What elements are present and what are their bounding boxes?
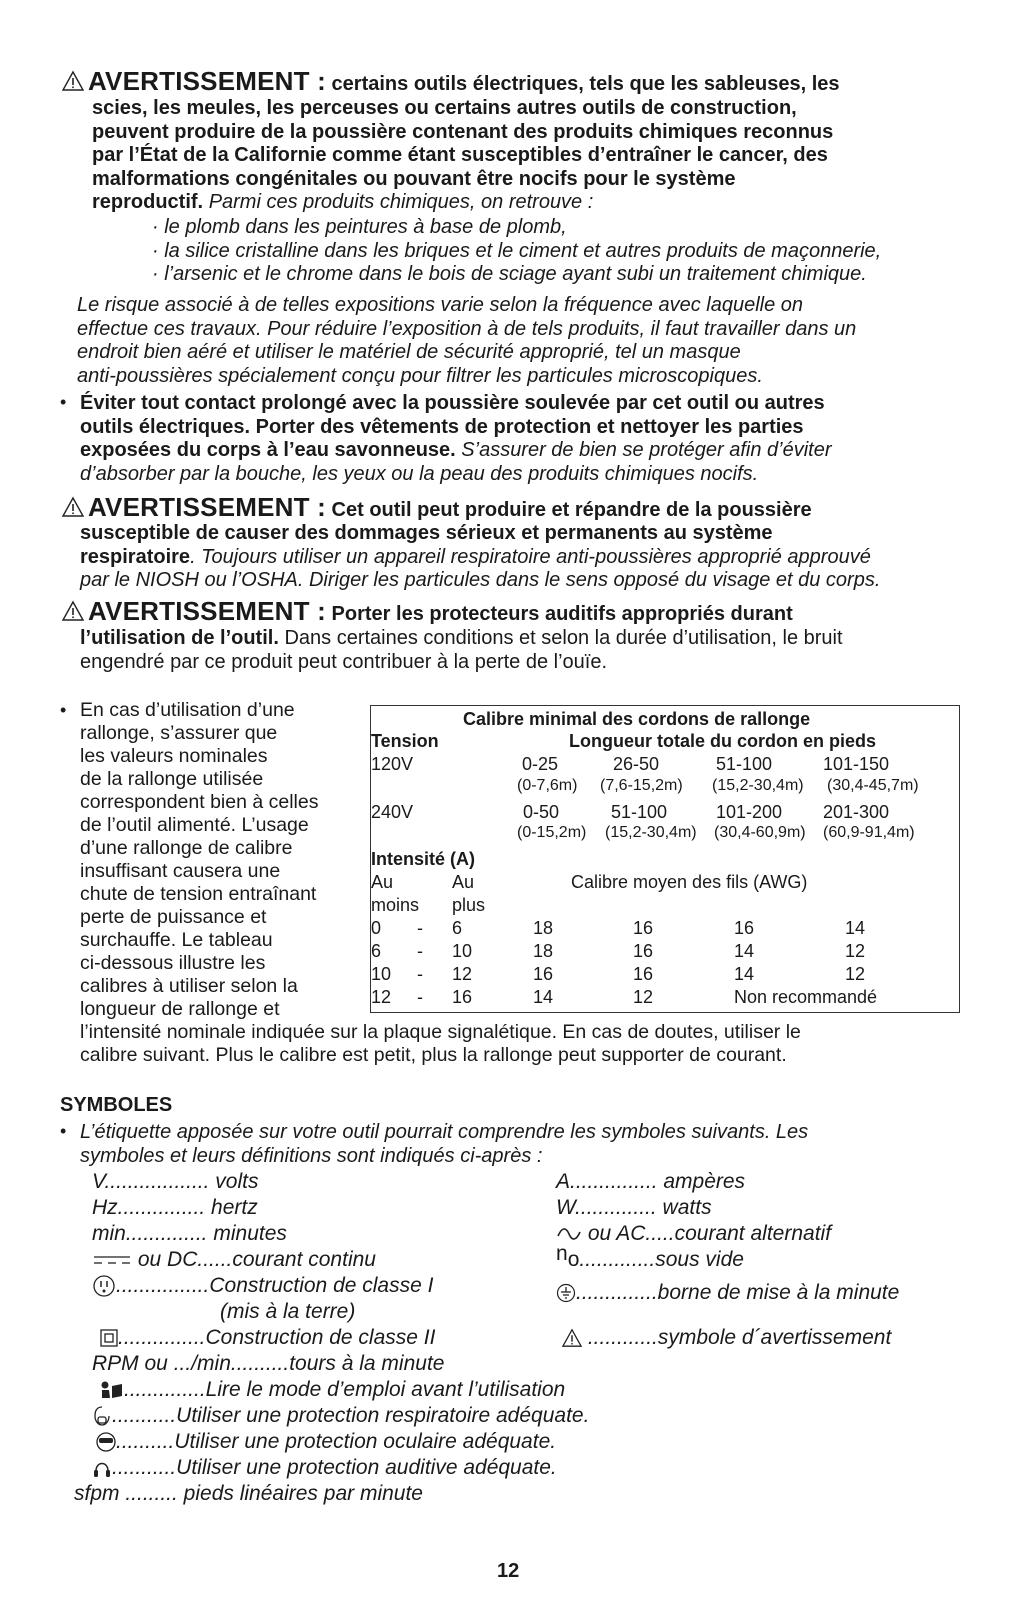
text-line: insuffisant causera une: [80, 860, 281, 882]
text-line: Parmi ces produits chimiques, on retrouve :: [208, 191, 594, 213]
table-cell: 16: [734, 918, 755, 938]
text-line: chute de tension entraînant: [80, 883, 317, 905]
table-title: Calibre minimal des cordons de rallonge: [463, 709, 811, 729]
table-cell: 26-50: [613, 754, 660, 774]
symbol-dc: [92, 1248, 376, 1272]
text-line: Éviter tout contact prolongé avec la poussière soulevée par cet outil ou autres: [80, 392, 825, 414]
table-cell: 18: [533, 941, 554, 961]
table-cell: 12: [633, 987, 654, 1007]
symbol-label: ...........Utiliser une protection auditive adéquate.: [112, 1456, 557, 1479]
symbol-ac: [556, 1222, 831, 1246]
table-cell: -: [417, 987, 423, 1007]
table-cell: 101-150: [823, 754, 890, 774]
text-line: . Toujours utiliser un appareil respiratoire anti-poussières approprié approuvé: [190, 545, 871, 568]
text-line: rallonge, s’assurer que: [80, 722, 278, 744]
dust-paragraph: [80, 392, 832, 486]
table-cell: 51-100: [716, 754, 773, 774]
text-line: l’intensité nominale indiquée sur la plaque signalétique. En cas de doutes, utiliser le: [80, 1021, 801, 1043]
text-line: l’utilisation de l’outil.: [80, 627, 279, 649]
table-cell: (15,2-30,4m): [605, 824, 697, 841]
table-cell: 10: [452, 941, 473, 961]
table-cell: 14: [734, 964, 755, 984]
table-cell: Non recommandé: [734, 987, 878, 1007]
table-cell: 10: [371, 964, 392, 984]
symbol-label: ..............Lire le mode d’emploi avant l’utilisation: [124, 1378, 566, 1401]
text-line: endroit bien aéré et utiliser le matériel de sécurité approprié, tel un masque: [77, 341, 741, 363]
text-line: effectue ces travaux. Pour réduire l’exposition à de tels produits, il faut travailler dans un: [77, 317, 857, 340]
table-cell: 51-100: [611, 802, 668, 822]
table-cell: plus: [452, 895, 486, 915]
table-cell: 101-200: [716, 802, 783, 822]
table-cell: (15,2-30,4m): [712, 777, 804, 794]
alternating-current-icon: [556, 1227, 582, 1241]
table-cell: 16: [633, 941, 654, 961]
symbol-rpm: RPM ou .../min..........tours à la minute: [92, 1352, 445, 1375]
text-line: par l’État de la Californie comme étant susceptibles d’entraîner le cancer, des: [92, 144, 828, 166]
text-line: correspondent bien à celles: [80, 791, 319, 813]
warning-2-label: AVERTISSEMENT :: [88, 492, 326, 522]
text-line: Dans certaines conditions et selon la durée d’utilisation, le bruit: [284, 627, 843, 649]
table-cell: 0-50: [523, 802, 560, 822]
text-line: peuvent produire de la poussière contenant des produits chimiques reconnus: [92, 120, 834, 143]
table-cell: 12: [452, 964, 473, 984]
text-line: symboles et leurs définitions sont indiqués ci-après :: [80, 1144, 543, 1167]
text-line: les valeurs nominales: [80, 745, 268, 767]
table-cell: 16: [633, 964, 654, 984]
voltage-240: 240V: [371, 802, 414, 822]
warning-2: [62, 492, 812, 523]
chemical-list: [152, 216, 881, 287]
text-line: reproductif.: [92, 191, 204, 213]
warning-3-label: AVERTISSEMENT :: [88, 596, 326, 626]
class-1-ground-icon: [92, 1274, 116, 1298]
warning-3-body: [80, 627, 843, 674]
text-line: de la rallonge utilisée: [80, 768, 264, 790]
eye-protection-icon: [96, 1431, 116, 1453]
text-line: outils électriques. Porter des vêtements de protection et nettoyer les parties: [80, 415, 804, 438]
text-line: calibre suivant. Plus le calibre est petit, plus la rallonge peut supporter de courant.: [80, 1044, 787, 1066]
text-line: Cet outil peut produire et répandre de la poussière: [331, 499, 812, 521]
text-line: L’étiquette apposée sur votre outil pourrait comprendre les symboles suivants. Les: [80, 1121, 809, 1143]
table-cell: 14: [734, 941, 755, 961]
symbol-label: ...........Utiliser une protection respiratoire adéquate.: [112, 1404, 590, 1427]
warning-3: [62, 596, 793, 627]
table-cell: 14: [533, 987, 554, 1007]
table-cell: (7,6-15,2m): [600, 777, 683, 794]
text-line: malformations congénitales ou pouvant être nocifs pour le système: [92, 167, 736, 190]
table-cell: 16: [452, 987, 473, 1007]
table-cell: 0-25: [522, 754, 559, 774]
list-item: · l’arsenic et le chrome dans le bois de sciage ayant subi un traitement chimique.: [152, 263, 867, 285]
table-cell: 16: [633, 918, 654, 938]
text-line: scies, les meules, les perceuses ou certains autres outils de construction,: [92, 97, 797, 119]
symbol-label: ............symbole d´avertissement: [587, 1326, 892, 1349]
table-cell: 12: [371, 987, 392, 1007]
warning-triangle-icon: [562, 1328, 582, 1348]
text-line: exposées du corps à l’eau savonneuse.: [80, 439, 456, 461]
text-line: de l’outil alimenté. L’usage: [80, 814, 309, 836]
table-cell: 12: [845, 964, 866, 984]
symbol-label: ..........Utiliser une protection oculaire adéquate.: [116, 1430, 557, 1453]
table-cell: -: [417, 918, 423, 938]
text-line: susceptible de causer des dommages sérieux et permanents au système: [80, 522, 773, 544]
symbol-eye: [96, 1430, 556, 1454]
symbol-class-2: [100, 1326, 435, 1350]
direct-current-icon: [92, 1253, 132, 1267]
table-cell: moins: [371, 895, 420, 915]
symbol-minutes: min.............. minutes: [92, 1222, 287, 1245]
symbol-volts: V.................. volts: [92, 1170, 259, 1193]
table-cell: 16: [533, 964, 554, 984]
symbol-label: ................Construction de classe I: [116, 1274, 434, 1297]
warning-1-label: AVERTISSEMENT :: [88, 66, 326, 96]
earth-ground-icon: [556, 1283, 576, 1303]
text-line: respiratoire: [80, 545, 191, 568]
list-item: · le plomb dans les peintures à base de plomb,: [152, 216, 567, 238]
text-line: ci-dessous illustre les: [80, 952, 266, 974]
symbol-sfpm: sfpm ......... pieds linéaires par minute: [74, 1482, 423, 1505]
bullet: •: [60, 1121, 67, 1141]
warning-1-line: certains outils électriques, tels que les sableuses, les: [331, 73, 840, 95]
symbol-earth-terminal: [556, 1281, 899, 1305]
table-cell: -: [417, 941, 423, 961]
class-2-double-square-icon: [100, 1329, 118, 1347]
bullet: •: [60, 392, 67, 412]
table-cell: Au: [371, 872, 394, 892]
table-cell: (0-7,6m): [517, 777, 578, 794]
symbol-label: .............sous vide: [579, 1248, 744, 1271]
intensity-header: Intensité (A): [371, 849, 476, 869]
warning-triangle-icon: [62, 496, 84, 518]
table-cell: (0-15,2m): [517, 824, 587, 841]
text-line: d’une rallonge de calibre: [80, 837, 293, 859]
symbol-label: ...............Construction de classe II: [118, 1326, 436, 1349]
symbols-intro: [80, 1121, 808, 1168]
symbol-no-load: [556, 1242, 744, 1272]
symbols-heading: SYMBOLES: [60, 1094, 173, 1116]
text-line: Porter les protecteurs auditifs appropriés durant: [331, 603, 793, 625]
extension-cord-table: [370, 705, 960, 1013]
table-cell: (30,4-45,7m): [827, 777, 919, 794]
table-cell: Au: [452, 872, 475, 892]
symbol-label: ..............borne de mise à la minute: [576, 1281, 900, 1304]
symbol-manual: [100, 1378, 565, 1402]
table-cell: 0: [371, 918, 382, 938]
hearing-protection-icon: [92, 1457, 112, 1479]
text-line: calibres à utiliser selon la: [80, 975, 298, 997]
text-line: perte de puissance et: [80, 906, 267, 928]
voltage-120: 120V: [371, 754, 414, 774]
text-line: S’assurer de bien se protéger afin d’éviter: [461, 439, 832, 461]
symbol-amperes: A............... ampères: [556, 1170, 746, 1193]
length-header: Longueur totale du cordon en pieds: [569, 731, 877, 751]
page-number: 12: [497, 1560, 520, 1582]
table-cell: (30,4-60,9m): [714, 824, 806, 841]
warning-1-body: [92, 97, 833, 215]
table-cell: 6: [452, 918, 463, 938]
text-line: anti-poussières spécialement conçu pour filtrer les particules microscopiques.: [77, 364, 763, 387]
respirator-icon: [92, 1405, 112, 1427]
symbol-class-1-note: (mis à la terre): [220, 1300, 356, 1323]
list-item: · la silice cristalline dans les briques et le ciment et autres produits de maçonnerie,: [152, 239, 882, 262]
symbol-class-1: [92, 1274, 433, 1298]
table-cell: (60,9-91,4m): [823, 824, 915, 841]
risk-paragraph: [77, 294, 856, 388]
text-line: surchauffe. Le tableau: [80, 929, 273, 951]
no-load-symbol: no: [556, 1242, 580, 1271]
read-manual-icon: [100, 1380, 124, 1400]
text-line: engendré par ce produit peut contribuer à la perte de l’ouïe.: [80, 650, 608, 673]
text-line: d’absorber par la bouche, les yeux ou la peau des produits chimiques nocifs.: [80, 462, 759, 485]
table-cell: 201-300: [823, 802, 890, 822]
symbol-ear: [92, 1456, 557, 1480]
symbol-label: ou DC......courant continu: [137, 1248, 376, 1271]
text-line: longueur de rallonge et: [80, 998, 280, 1020]
symbol-label: ou AC.....courant alternatif: [587, 1222, 832, 1245]
table-cell: 12: [845, 941, 866, 961]
awg-header: Calibre moyen des fils (AWG): [571, 872, 808, 892]
symbol-respiratory: [92, 1404, 589, 1428]
tension-header: Tension: [371, 731, 439, 751]
warning-2-body: [80, 522, 880, 593]
symbol-hertz: Hz............... hertz: [92, 1196, 258, 1219]
table-cell: -: [417, 964, 423, 984]
table-cell: 18: [533, 918, 554, 938]
symbol-warning: [562, 1326, 891, 1350]
text-line: En cas d’utilisation d’une: [80, 699, 295, 721]
warning-triangle-icon: [62, 600, 84, 622]
table-cell: 6: [371, 941, 382, 961]
text-line: Le risque associé à de telles expositions varie selon la fréquence avec laquelle on: [77, 294, 804, 316]
warning-triangle-icon: [62, 70, 84, 92]
symbol-watts: W.............. watts: [556, 1196, 712, 1219]
text-line: par le NIOSH ou l’OSHA. Diriger les particules dans le sens opposé du visage et du corps.: [80, 569, 881, 591]
table-cell: 14: [845, 918, 866, 938]
warning-1: [62, 66, 840, 97]
bullet: •: [60, 700, 67, 720]
